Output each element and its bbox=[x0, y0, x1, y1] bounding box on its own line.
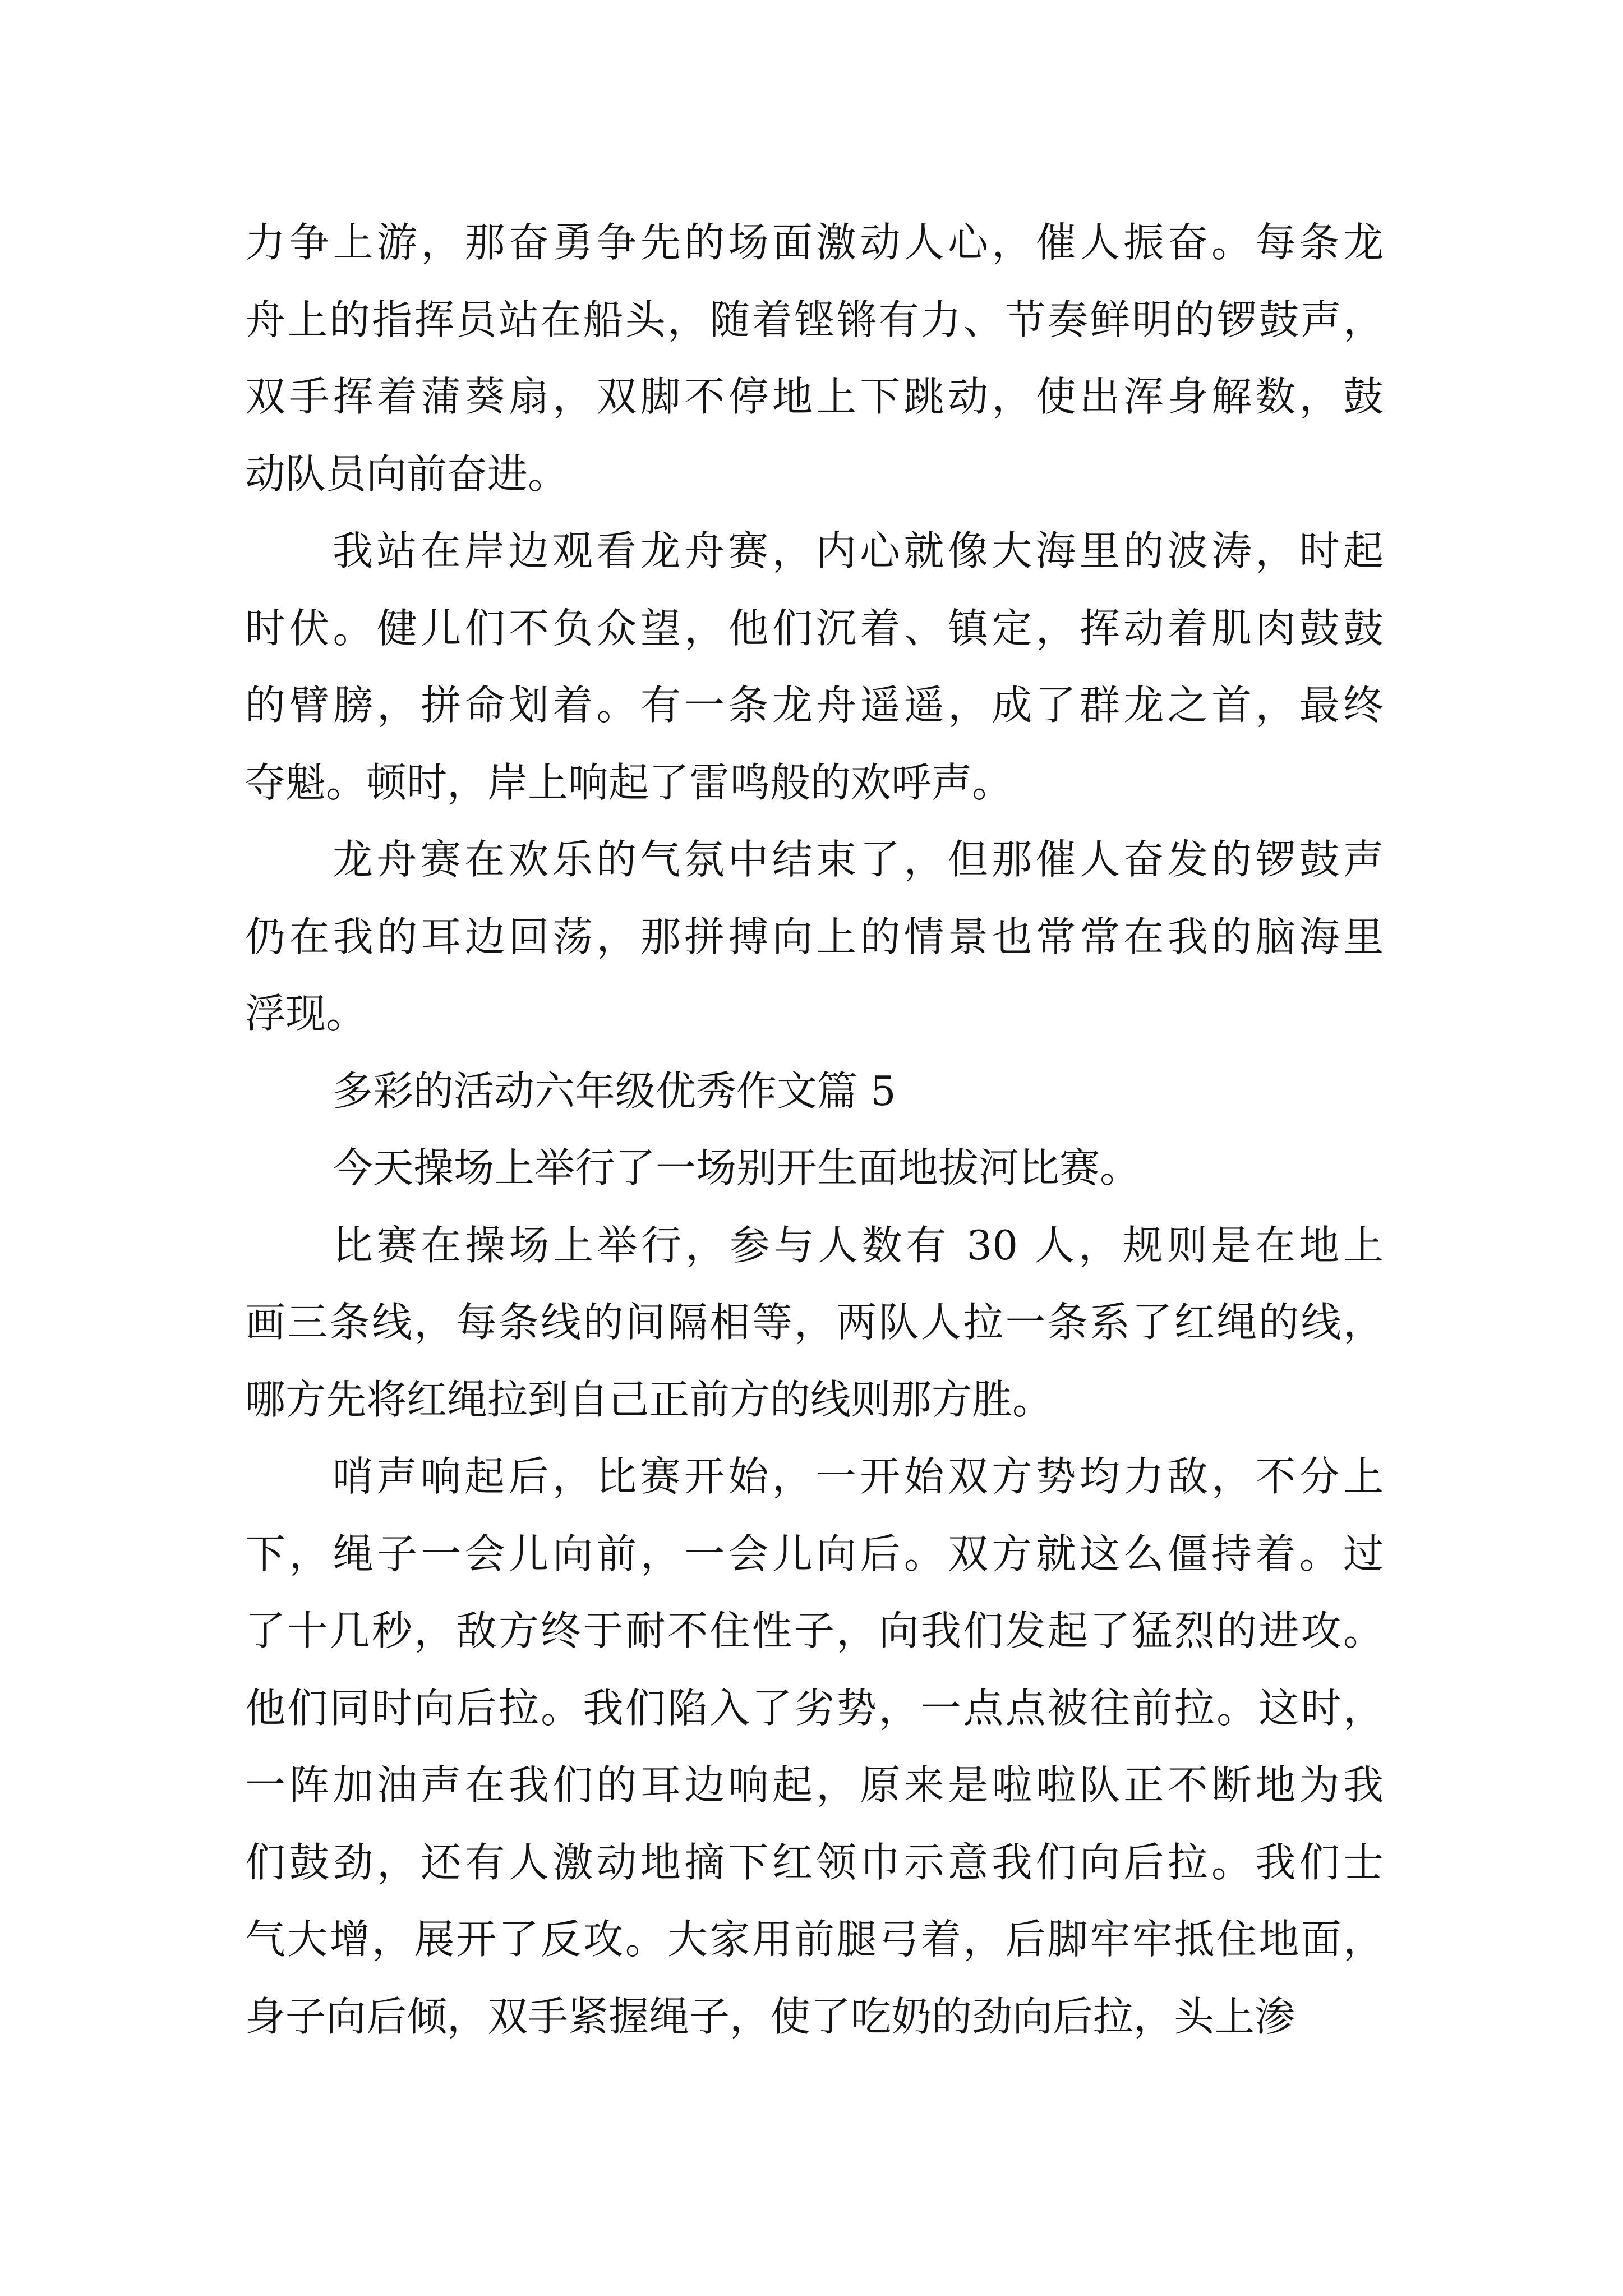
paragraph-line: 龙舟赛在欢乐的气氛中结束了，但那催人奋发的锣鼓声 bbox=[333, 836, 1384, 883]
paragraph-line: 一阵加油声在我们的耳边响起，原来是啦啦队正不断地为我 bbox=[245, 1761, 1384, 1809]
paragraph-line: 夺魁。顿时，岸上响起了雷鸣般的欢呼声。 bbox=[245, 758, 1013, 806]
paragraph-line: 他们同时向后拉。我们陷入了劣势，一点点被往前拉。这时， bbox=[245, 1684, 1384, 1732]
paragraph-line: 身子向后倾，双手紧握绳子，使了吃奶的劲向后拉，头上渗 bbox=[245, 1993, 1295, 2040]
paragraph-line: 比赛在操场上举行，参与人数有 30 人，规则是在地上 bbox=[333, 1221, 1384, 1269]
heading-text: 多彩的活动六年级优秀作文篇 5 bbox=[333, 1067, 896, 1115]
paragraph-line: 的臂膀，拼命划着。有一条龙舟遥遥，成了群龙之首，最终 bbox=[245, 682, 1384, 729]
paragraph-line: 浮现。 bbox=[245, 990, 367, 1037]
paragraph-line: 下，绳子一会儿向前，一会儿向后。双方就这么僵持着。过 bbox=[245, 1530, 1384, 1577]
paragraph-line: 动队员向前奋进。 bbox=[245, 450, 569, 498]
paragraph-line: 仍在我的耳边回荡，那拼搏向上的情景也常常在我的脑海里 bbox=[245, 913, 1384, 960]
paragraph-line: 了十几秒，敌方终于耐不住性子，向我们发起了猛烈的进攻。 bbox=[245, 1607, 1384, 1654]
paragraph-line: 舟上的指挥员站在船头，随着铿锵有力、节奏鲜明的锣鼓声， bbox=[245, 296, 1384, 343]
paragraph-line: 画三条线，每条线的间隔相等，两队人拉一条系了红绳的线， bbox=[245, 1299, 1384, 1346]
paragraph-line: 今天操场上举行了一场别开生面地拔河比赛。 bbox=[333, 1144, 1141, 1191]
paragraph-line: 双手挥着蒲葵扇，双脚不停地上下跳动，使出浑身解数，鼓 bbox=[245, 373, 1384, 420]
paragraph-line: 时伏。健儿们不负众望，他们沉着、镇定，挥动着肌肉鼓鼓 bbox=[245, 604, 1384, 652]
paragraph-line: 们鼓劲，还有人激动地摘下红领巾示意我们向后拉。我们士 bbox=[245, 1838, 1384, 1886]
paragraph-line: 力争上游，那奋勇争先的场面激动人心，催人振奋。每条龙 bbox=[245, 219, 1384, 266]
paragraph-line: 我站在岸边观看龙舟赛，内心就像大海里的波涛，时起 bbox=[333, 527, 1384, 574]
paragraph-line: 哪方先将红绳拉到自己正前方的线则那方胜。 bbox=[245, 1375, 1053, 1423]
paragraph-line: 哨声响起后，比赛开始，一开始双方势均力敌，不分上 bbox=[333, 1453, 1384, 1500]
paragraph-line: 气大增，展开了反攻。大家用前腿弓着，后脚牢牢抵住地面， bbox=[245, 1916, 1384, 1963]
